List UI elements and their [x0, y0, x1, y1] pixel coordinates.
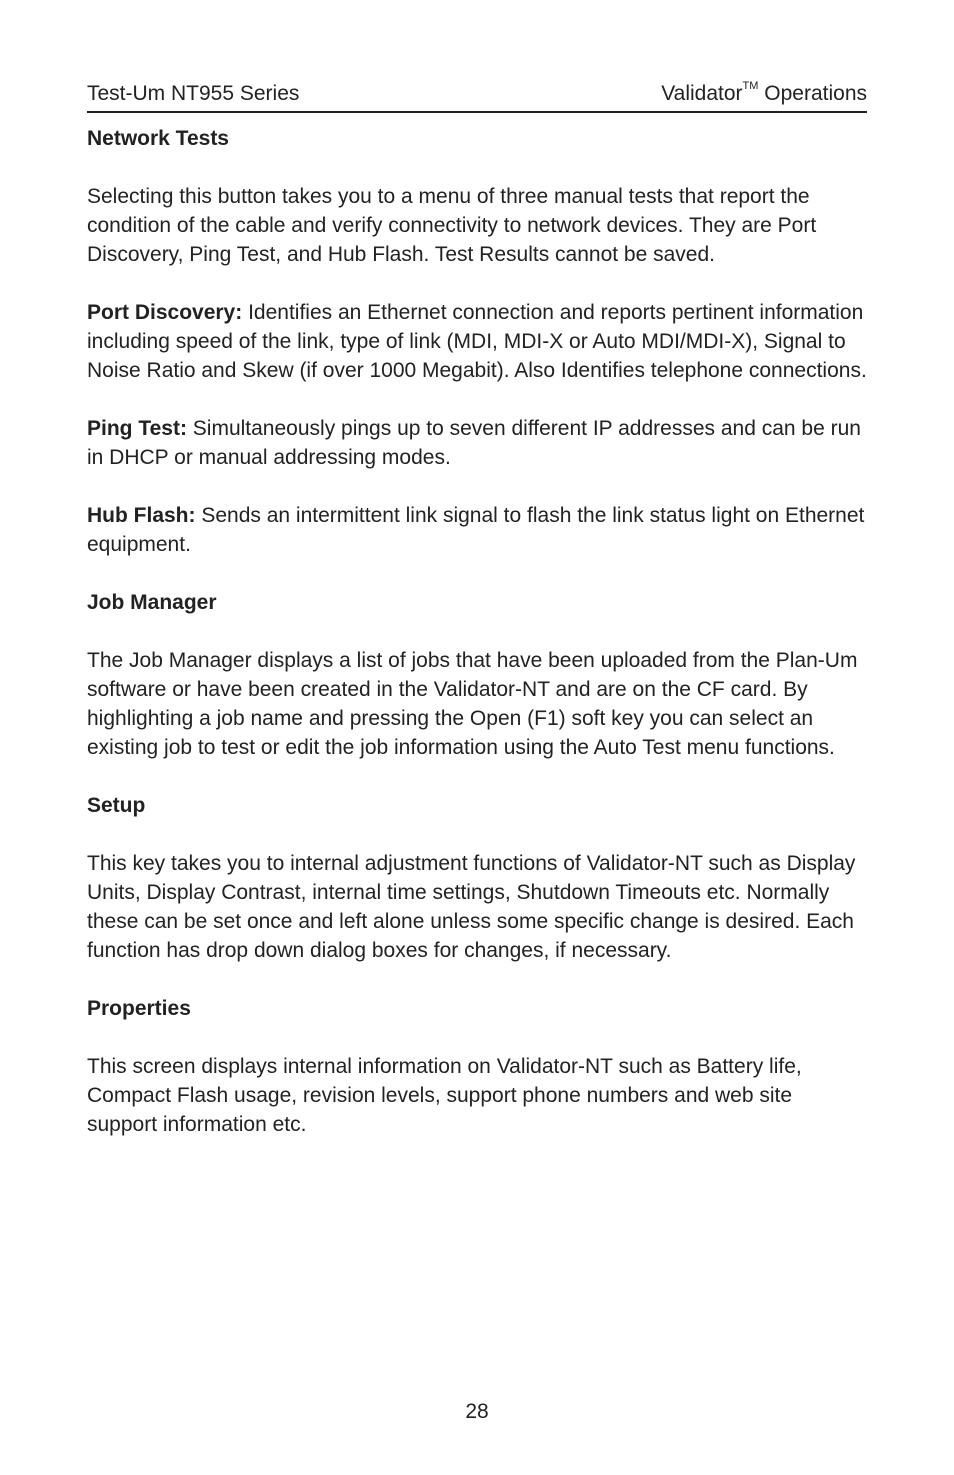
header-operations: Operations — [758, 82, 867, 105]
heading-job-manager: Job Manager — [87, 591, 217, 614]
text-port-discovery: Identifies an Ethernet connection and reports pertinent information including speed of the link, type of link (MDI, MDI-X or Auto MDI/MDI-X), Signal to Noise Ratio and Skew (if over 1000 Megabit). Also Identifies telephone connections. — [87, 301, 867, 382]
paragraph-properties: This screen displays internal information on Validator-NT such as Battery life, Compact Flash usage, revision levels, support phone numbers and web site support information etc. — [87, 1055, 802, 1136]
page-header — [87, 82, 867, 113]
text-ping-test: Simultaneously pings up to seven different IP addresses and can be run in DHCP or manual addressing modes. — [87, 417, 861, 469]
trademark-mark: TM — [742, 80, 759, 92]
heading-network-tests: Network Tests — [87, 127, 229, 150]
paragraph-job-manager: The Job Manager displays a list of jobs that have been uploaded from the Plan-Um software or have been created in the Validator-NT and are on the CF card. By highlighting a job name and pressing the Open (F1) soft key you can select an existing job to test or edit the job information using the Auto Test menu functions. — [87, 649, 858, 759]
label-hub-flash: Hub Flash: — [87, 504, 196, 527]
paragraph-network-tests-intro: Selecting this button takes you to a menu of three manual tests that report the condition of the cable and verify connectivity to network devices. They are Port Discovery, Ping Test, and Hub Flash. Test Results cannot be saved. — [87, 185, 817, 266]
page-number: 28 — [465, 1400, 489, 1423]
page-content — [87, 124, 867, 1168]
header-section-title — [661, 82, 867, 106]
heading-setup: Setup — [87, 794, 146, 817]
paragraph-port-discovery — [87, 298, 867, 385]
paragraph-hub-flash — [87, 501, 867, 559]
header-validator: Validator — [661, 82, 743, 105]
paragraph-ping-test — [87, 414, 867, 472]
paragraph-setup: This key takes you to internal adjustment functions of Validator-NT such as Display Units, Display Contrast, internal time settings, Shutdown Timeouts etc. Normally these can be set once and left alone unless some specific change is desired. Each function has drop down dialog boxes for changes, if necessary. — [87, 852, 856, 962]
heading-properties: Properties — [87, 997, 191, 1020]
header-series-title: Test-Um NT955 Series — [87, 82, 300, 105]
text-hub-flash: Sends an intermittent link signal to flash the link status light on Ethernet equipment. — [87, 504, 865, 556]
document-page — [87, 0, 867, 1475]
label-ping-test: Ping Test: — [87, 417, 187, 440]
label-port-discovery: Port Discovery: — [87, 301, 243, 324]
